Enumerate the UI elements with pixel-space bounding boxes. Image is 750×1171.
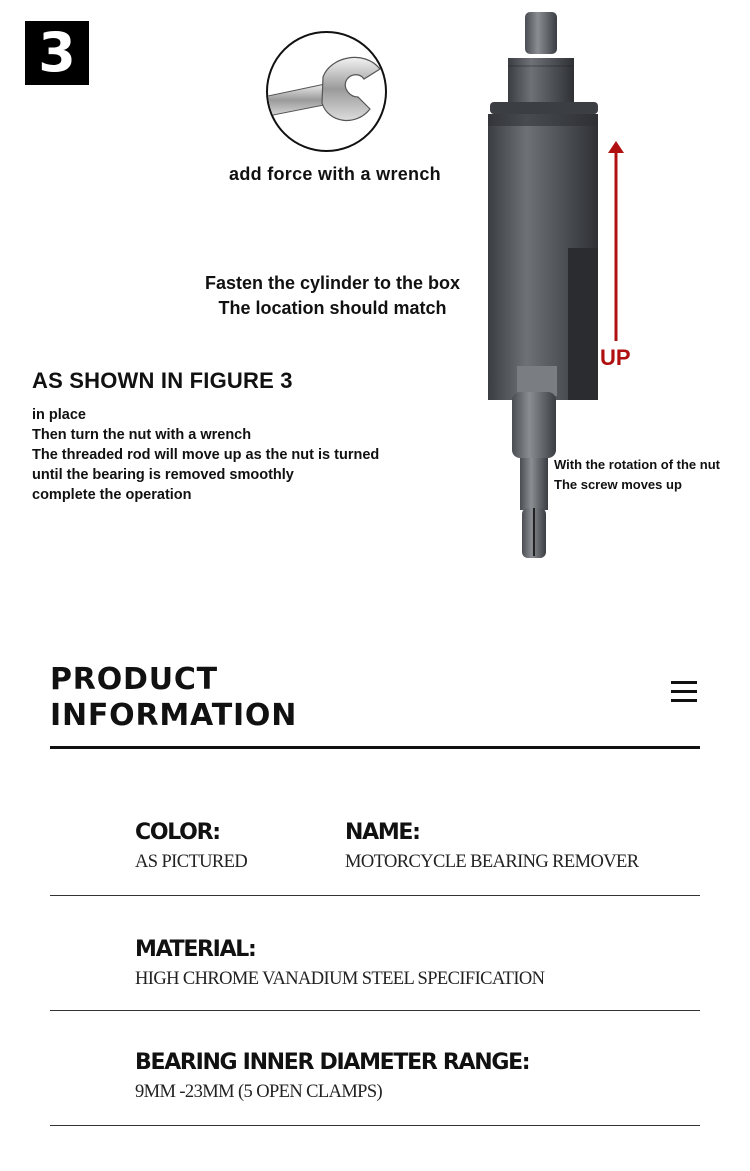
rotation-note-line-2: The screw moves up <box>554 477 682 492</box>
spec-divider <box>50 895 700 896</box>
fasten-line-2: The location should match <box>218 298 447 318</box>
hamburger-menu-icon[interactable] <box>671 681 697 703</box>
name-label: NAME: <box>345 820 420 845</box>
color-label: COLOR: <box>135 820 220 845</box>
fasten-line-1: Fasten the cylinder to the box <box>204 273 461 293</box>
step-number-badge: 3 <box>25 21 89 85</box>
section-divider <box>50 746 700 749</box>
product-info-title-line-1: PRODUCT <box>50 662 218 697</box>
material-label: MATERIAL: <box>135 937 256 962</box>
spec-divider <box>50 1010 700 1011</box>
figure-steps <box>32 405 379 505</box>
step-line: until the bearing is removed smoothly <box>32 467 294 483</box>
up-label: UP <box>600 345 631 370</box>
step-line: in place <box>32 407 86 423</box>
figure-title: AS SHOWN IN FIGURE 3 <box>32 368 293 393</box>
rotation-note-line-1: With the rotation of the nut <box>554 457 720 472</box>
wrench-icon <box>266 31 387 152</box>
up-arrow-icon <box>605 141 627 343</box>
rotation-note <box>554 455 720 495</box>
color-value: AS PICTURED <box>135 852 248 872</box>
step-line: The threaded rod will move up as the nut is turned <box>32 447 380 463</box>
step-line: complete the operation <box>32 487 192 503</box>
spec-divider <box>50 1125 700 1126</box>
name-value: MOTORCYCLE BEARING REMOVER <box>345 852 639 872</box>
step-line: Then turn the nut with a wrench <box>32 427 252 443</box>
wrench-caption: add force with a wrench <box>229 164 441 184</box>
fasten-instruction <box>150 271 515 321</box>
product-info-title-line-2: INFORMATION <box>50 698 298 733</box>
product-info-title <box>50 662 297 734</box>
material-value: HIGH CHROME VANADIUM STEEL SPECIFICATION <box>135 969 545 989</box>
diameter-range-label: BEARING INNER DIAMETER RANGE: <box>135 1050 530 1075</box>
diameter-range-value: 9MM -23MM (5 OPEN CLAMPS) <box>135 1082 383 1102</box>
